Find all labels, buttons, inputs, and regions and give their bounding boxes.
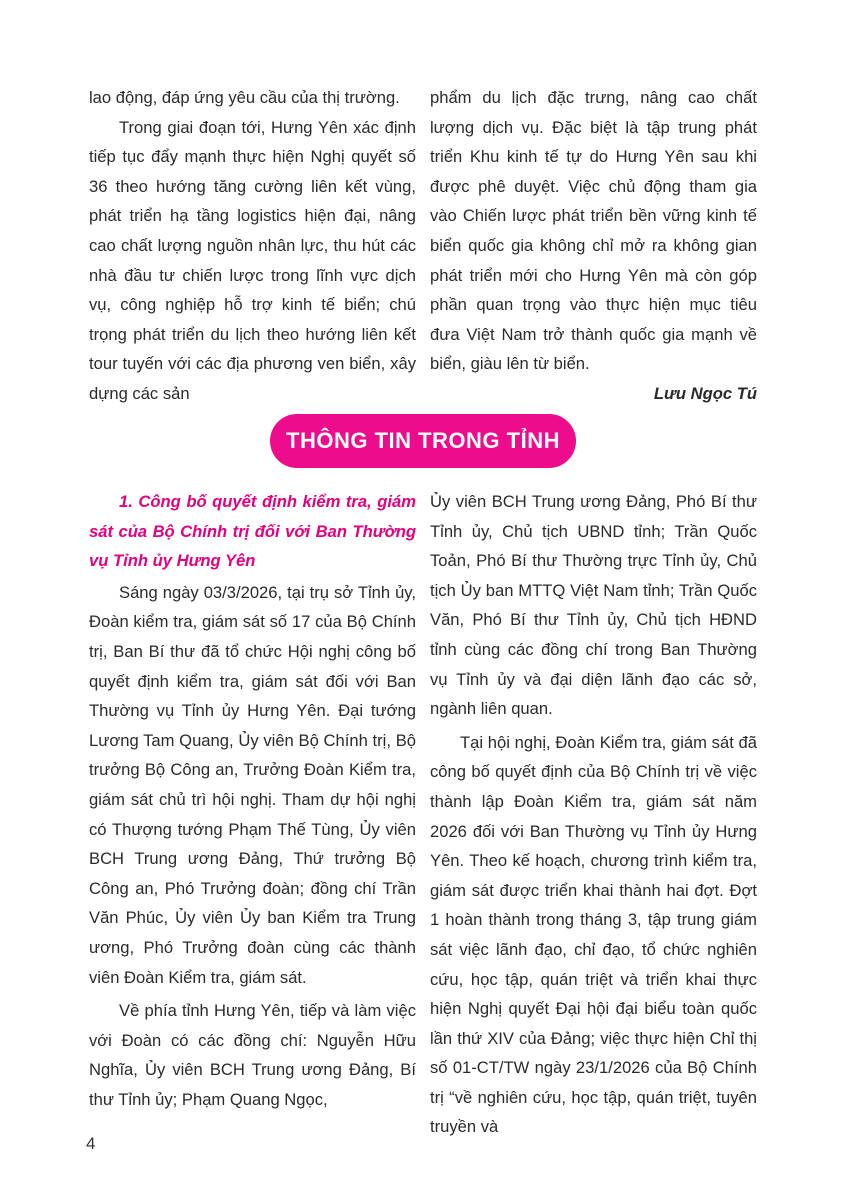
- paragraph: Sáng ngày 03/3/2026, tại trụ sở Tỉnh ủy, Đoàn kiểm tra, giám sát số 17 của Bộ Chính trị, Ban Bí thư đã tổ chức Hội nghị công bố quyết định kiểm tra, giám sát đối với Ban Thường vụ Tỉnh ủy Hưng Yên. Đại tướng Lương Tam Quang, Ủy viên Bộ Chính trị, Bộ trưởng Bộ Công an, Trưởng Đoàn Kiểm tra, giám sát chủ trì hội nghị. Tham dự hội nghị có Thượng tướng Phạm Thế Tùng, Ủy viên BCH Trung ương Đảng, Thứ trưởng Bộ Công an, Phó Trưởng đoàn; đồng chí Trần Văn Phúc, Ủy viên Ủy ban Kiểm tra Trung ương, Phó Trưởng đoàn cùng các thành viên Đoàn Kiểm tra, giám sát.: [89, 582, 416, 987]
- top-right-column: [430, 83, 757, 409]
- article-right-column: [430, 487, 757, 1142]
- article-left-column: [89, 487, 416, 1114]
- paragraph: Trong giai đoạn tới, Hưng Yên xác định tiếp tục đẩy mạnh thực hiện Nghị quyết số 36 theo hướng tăng cường liên kết vùng, phát triển hạ tầng logistics hiện đại, nâng cao chất lượng nguồn nhân lực, thu hút các nhà đầu tư chiến lược trong lĩnh vực dịch vụ, công nghiệp hỗ trợ kinh tế biển; chú trọng phát triển du lịch theo hướng liên kết tour tuyến với các địa phương ven biển, xây dựng các sản: [89, 117, 416, 403]
- paragraph: phẩm du lịch đặc trưng, nâng cao chất lượng dịch vụ. Đặc biệt là tập trung phát triển Khu kinh tế tự do Hưng Yên sau khi được phê duyệt. Việc chủ động tham gia vào Chiến lược phát triển bền vững kinh tế biển quốc gia không chỉ mở ra không gian phát triển mới cho Hưng Yên mà còn góp phần quan trọng vào thực hiện mục tiêu đưa Việt Nam trở thành quốc gia mạnh về biển, giàu lên từ biển.: [430, 88, 757, 374]
- author-byline: Lưu Ngọc Tú: [653, 383, 757, 403]
- page-number: 4: [86, 1134, 96, 1153]
- paragraph: Ủy viên BCH Trung ương Đảng, Phó Bí thư Tỉnh ủy, Chủ tịch UBND tỉnh; Trần Quốc Toản, Phó Bí thư Thường trực Tỉnh ủy, Chủ tịch Ủy ban MTTQ Việt Nam tỉnh; Trần Quốc Văn, Phó Bí thư Tỉnh ủy, Chủ tịch HĐND tỉnh cùng các đồng chí trong Ban Thường vụ Tỉnh ủy và đại diện lãnh đạo các sở, ngành liên quan.: [430, 492, 757, 719]
- top-left-column: [89, 83, 416, 409]
- paragraph: lao động, đáp ứng yêu cầu của thị trường.: [89, 88, 400, 107]
- paragraph: Về phía tỉnh Hưng Yên, tiếp và làm việc với Đoàn có các đồng chí: Nguyễn Hữu Nghĩa, Ủy viên BCH Trung ương Đảng, Bí thư Tỉnh ủy; Phạm Quang Ngọc,: [89, 1001, 416, 1109]
- paragraph: Tại hội nghị, Đoàn Kiểm tra, giám sát đã công bố quyết định của Bộ Chính trị về việc thành lập Đoàn Kiểm tra, giám sát năm 2026 đối với Ban Thường vụ Tỉnh ủy Hưng Yên. Theo kế hoạch, chương trình kiểm tra, giám sát được triển khai thành hai đợt. Đợt 1 hoàn thành trong tháng 3, tập trung giám sát việc lãnh đạo, chỉ đạo, tổ chức nghiên cứu, học tập, quán triệt và triển khai thực hiện Nghị quyết Đại hội đại biểu toàn quốc lần thứ XIV của Đảng; việc thực hiện Chỉ thị số 01-CT/TW ngày 23/1/2026 của Bộ Chính trị “về nghiên cứu, học tập, quán triệt, tuyên truyền và: [430, 732, 757, 1137]
- section-banner: [270, 414, 576, 468]
- article-heading: 1. Công bố quyết định kiểm tra, giám sát của Bộ Chính trị đối với Ban Thường vụ Tỉnh ủy Hưng Yên: [89, 492, 416, 571]
- section-title: THÔNG TIN TRONG TỈNH: [286, 428, 560, 453]
